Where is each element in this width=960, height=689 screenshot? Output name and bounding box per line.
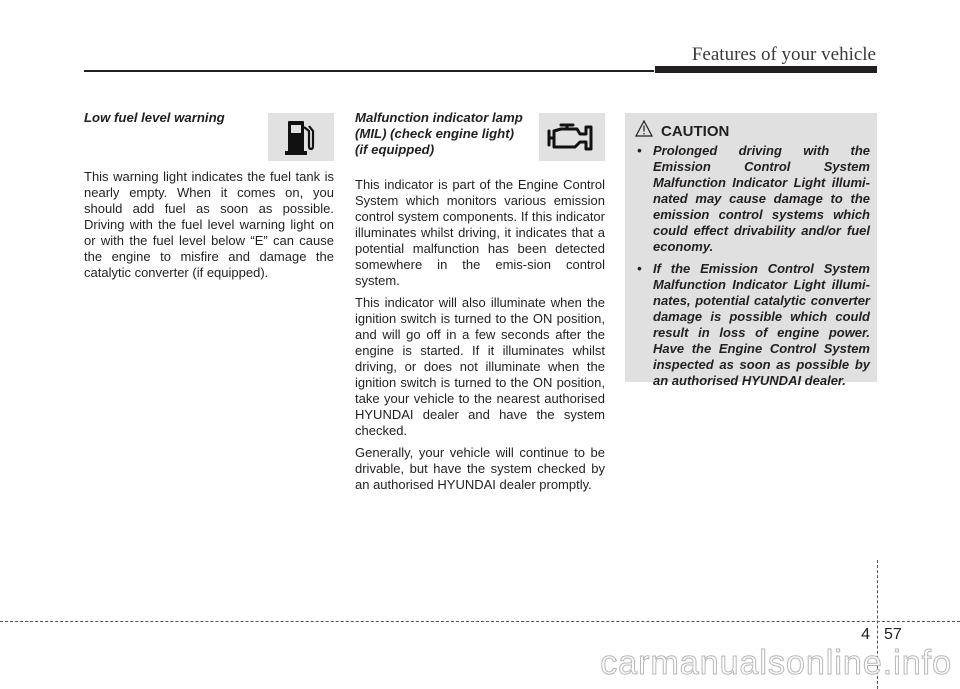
caution-item-text: Prolonged driving with the Emission Control System Malfunction Indicator Light illumi-nated may cause damage to the emission control systems which could effect drivability and/or fuel economy. <box>653 143 870 254</box>
paragraph: This warning light indicates the fuel tank is nearly empty. When it comes on, you should add fuel as soon as possible. Driving with the fuel level warning light on or with the fuel level below “E” can cause the engine to misfire and damage the catalytic converter (if equipped). <box>84 169 334 280</box>
title-line: (MIL) (check engine light) <box>355 126 514 141</box>
paragraph: This indicator will also illuminate when the ignition switch is turned to the ON position, and will go off in a few seconds after the engine is started. If it illuminates whilst driving, or does not illuminate when the ignition switch is turned to the ON position, take your vehicle to the nearest authorised HYUNDAI dealer and have the system checked. <box>355 295 605 438</box>
footer-rule <box>0 621 960 622</box>
paragraph: Generally, your vehicle will continue to be drivable, but have the system checked by an authorised HYUNDAI dealer promptly. <box>355 445 605 492</box>
header-rule <box>84 70 654 72</box>
paragraph: This indicator is part of the Engine Control System which monitors various emission control system components. If this indicator illuminates whilst driving, it indicates that a potential malfunction has been detected somewhere in the emis-sion control system. <box>355 177 605 288</box>
title-line: Malfunction indicator lamp <box>355 110 523 125</box>
caution-title: CAUTION <box>661 122 730 140</box>
warning-triangle-icon <box>635 120 653 142</box>
bullet: • <box>637 261 642 276</box>
caution-list <box>635 143 870 395</box>
header-rule-accent <box>655 66 877 73</box>
low-fuel-section <box>84 110 334 287</box>
watermark: carmanualsonline.info <box>600 644 952 682</box>
caution-item <box>635 143 870 255</box>
caution-item-text: If the Emission Control System Malfunction Indicator Light illumi-nates, potential catalytic converter damage is possible which could result in loss of engine power. Have the Engine Control System inspected as soon as possible by an authorised HYUNDAI dealer. <box>653 261 870 388</box>
chapter-number: 4 <box>861 626 870 643</box>
bullet: • <box>637 143 642 158</box>
fuel-pump-icon <box>268 113 334 161</box>
engine-icon <box>539 113 605 161</box>
caution-box <box>625 113 877 388</box>
section-title <box>355 110 527 158</box>
mil-section <box>355 110 605 499</box>
section-title: Low fuel level warning <box>84 110 225 125</box>
page-number: 57 <box>884 626 902 643</box>
caution-heading <box>635 121 729 141</box>
title-line: (if equipped) <box>355 142 435 157</box>
header-title: Features of your vehicle <box>691 44 876 65</box>
caution-item <box>635 261 870 389</box>
